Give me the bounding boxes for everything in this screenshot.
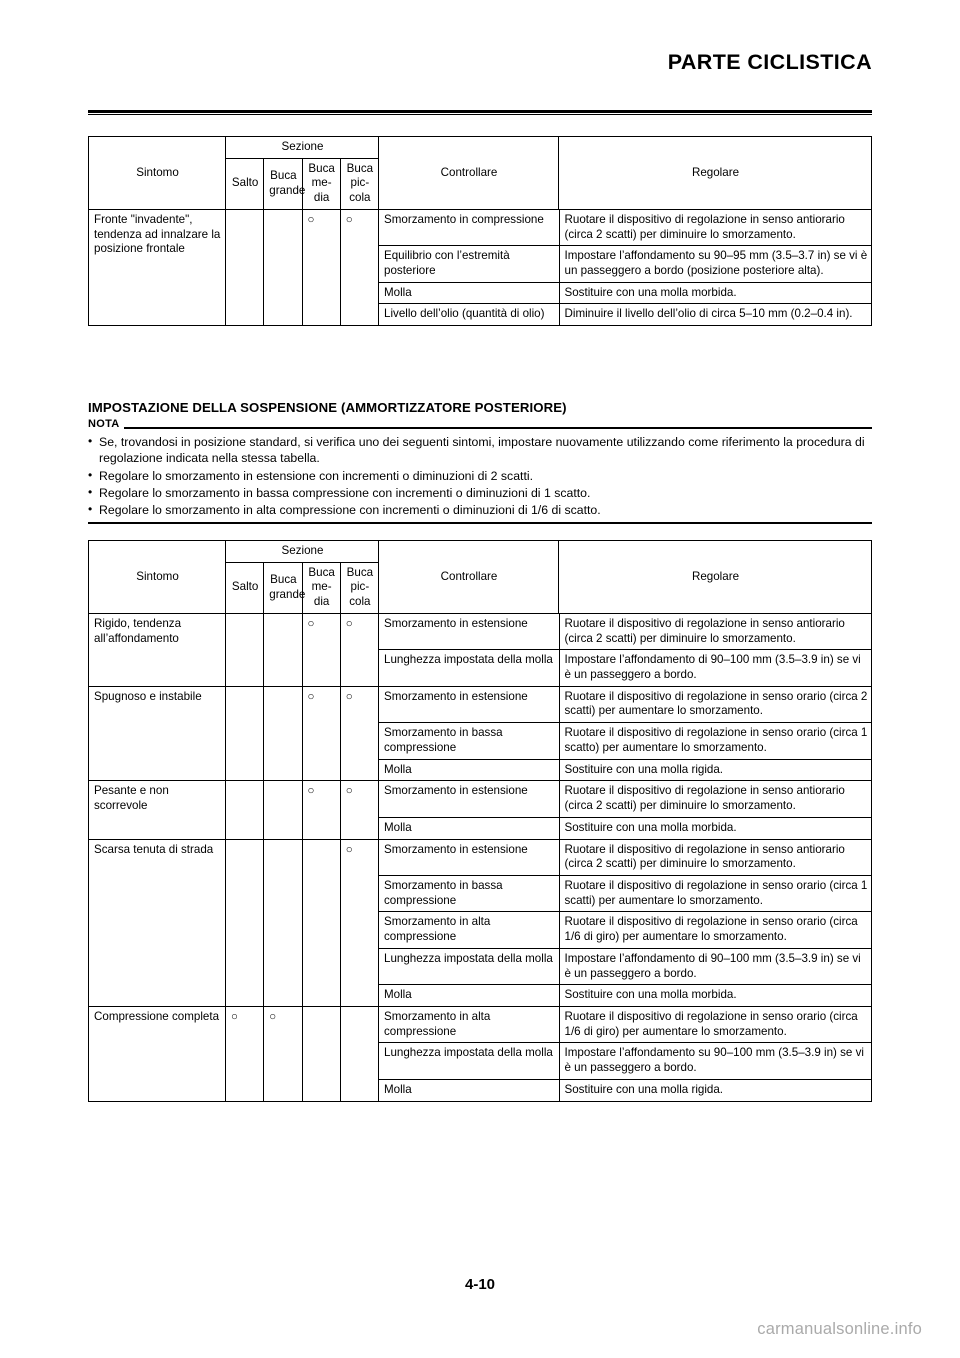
circle-mark-icon: ○ [269,1010,277,1023]
col-header-salto: Salto [226,562,264,613]
cell-controllare: Lunghezza impostata della molla [379,650,559,686]
col-header-regolare: Regolare [559,137,872,210]
cell-detail-group [379,613,872,686]
cell-mark-salto [226,839,264,1006]
cell-controllare: Smorzamento in bassa compressione [379,723,559,759]
cell-mark-buca-media [302,781,340,839]
cell-mark-buca-grande [264,209,302,325]
cell-controllare: Molla [379,817,559,838]
col-header-controllare: Controllare [379,541,559,614]
cell-sintomo: Scarsa tenuta di strada [89,839,226,1006]
cell-controllare: Lunghezza impostata della molla [379,948,559,984]
cell-mark-salto [226,1006,264,1101]
cell-detail-group [379,1006,872,1101]
cell-mark-salto [226,781,264,839]
symptom-table [88,540,872,1102]
cell-regolare: Sostituire con una molla rigida. [564,762,724,776]
circle-mark-icon: ○ [345,785,353,798]
cell-regolare: Impostare l’affondamento di 90–100 mm (3.5–3.9 in) se vi è un passeggero a bordo. [559,948,872,984]
symptom-table [88,136,872,326]
detail-row [379,759,872,780]
cell-mark-buca-media [302,613,340,686]
cell-controllare: Smorzamento in bassa compressione [379,875,559,911]
cell-mark-buca-media [302,1006,340,1101]
nota-item-text: Regolare lo smorzamento in bassa compressione con incrementi o diminuzioni di 1 scatto. [99,486,591,501]
cell-controllare: Smorzamento in compressione [379,210,559,246]
bullet-icon: • [88,434,93,448]
detail-row [379,304,872,325]
cell-regolare: Sostituire con una molla rigida. [564,1082,724,1096]
cell-regolare: Sostituire con una molla morbida. [564,820,737,834]
detail-row [379,723,872,759]
nota-list [88,434,872,520]
cell-controllare: Smorzamento in estensione [379,840,559,876]
table-row [89,781,872,839]
table-row [89,209,872,325]
detail-table [379,1007,872,1101]
cell-regolare: Ruotare il dispositivo di regolazione in senso orario (circa 1/6 di giro) per aumentare lo smorzamento. [559,1007,872,1043]
cell-detail-group [379,686,872,781]
front-suspension-table [88,136,872,326]
cell-regolare: Ruotare il dispositivo di regolazione in senso orario (circa 1 scatto) per aumentare lo smorzamento. [559,723,872,759]
nota-rule [124,427,872,429]
cell-mark-buca-grande [264,686,302,781]
col-header-sintomo: Sintomo [89,137,226,210]
cell-regolare: Sostituire con una molla morbida. [559,282,872,304]
cell-sintomo: Pesante e non scorrevole [89,781,226,839]
cell-mark-salto [226,686,264,781]
detail-row [379,817,872,838]
circle-mark-icon: ○ [231,1010,238,1023]
page-title: PARTE CICLISTICA [667,50,872,74]
table-header-row [89,137,872,159]
cell-regolare: Impostare l’affondamento su 90–100 mm (3.5–3.9 in) se vi è un passeggero a bordo. [559,1043,872,1079]
cell-controllare: Molla [379,985,559,1006]
cell-mark-buca-media [302,209,340,325]
rear-suspension-table [88,540,872,1102]
cell-sintomo: Rigido, tendenza all’affondamento [89,613,226,686]
detail-row [379,614,872,650]
detail-row [379,912,872,948]
circle-mark-icon: ○ [307,690,315,703]
detail-table [379,687,872,781]
cell-mark-buca-grande [264,1006,302,1101]
detail-row [379,282,872,304]
cell-regolare: Ruotare il dispositivo di regolazione in senso orario (circa 2 scatti) per aumentare lo smorzamento. [559,687,872,723]
cell-detail-group [379,839,872,1006]
col-header-sezione: Sezione [226,541,379,563]
nota-item [88,502,872,518]
nota-item [88,468,872,484]
col-header-buca-grande: Buca grande [264,562,302,613]
nota-item-text: Se, trovandosi in posizione standard, si verifica uno dei seguenti sintomi, impostare nuovamente utilizzando come riferimento la procedura di regolazione indicata nella stessa tabella. [99,435,865,466]
cell-regolare: Ruotare il dispositivo di regolazione in senso antiorario (circa 2 scatti) per diminuire lo smorzamento. [559,840,872,876]
cell-mark-buca-media [302,839,340,1006]
cell-controllare: Smorzamento in estensione [379,687,559,723]
detail-row [379,246,872,282]
table-row [89,839,872,1006]
cell-regolare: Impostare l’affondamento di 90–100 mm (3.5–3.9 in) se vi è un passeggero a bordo. [564,653,861,682]
cell-mark-buca-piccola [340,686,378,781]
nota-header [88,418,872,430]
cell-controllare: Smorzamento in estensione [379,614,559,650]
nota-item-text: Regolare lo smorzamento in estensione con incrementi o diminuzioni di 2 scatti. [99,468,534,483]
cell-controllare: Molla [379,759,559,780]
cell-controllare: Equilibrio con l’estremità posteriore [379,246,559,282]
nota-item [88,485,872,501]
circle-mark-icon: ○ [307,213,315,226]
detail-row [379,1043,872,1079]
cell-sintomo: Compressione completa [89,1006,226,1101]
detail-row [379,1007,872,1043]
cell-controllare: Smorzamento in alta compressione [379,912,559,948]
section-heading: IMPOSTAZIONE DELLA SOSPENSIONE (AMMORTIZZATORE POSTERIORE) [88,400,567,415]
cell-regolare: Ruotare il dispositivo di regolazione in senso orario (circa 1 scatti) per aumentare lo smorzamento. [559,875,872,911]
detail-table [379,614,872,686]
cell-controllare: Molla [379,1079,559,1100]
col-header-sezione: Sezione [226,137,379,159]
cell-controllare: Livello dell’olio (quantità di olio) [379,304,559,325]
col-header-buca-media: Buca me-dia [302,158,340,209]
cell-controllare: Molla [379,282,559,304]
detail-row [379,948,872,984]
cell-sintomo: Spugnoso e instabile [89,686,226,781]
detail-row [379,687,872,723]
col-header-controllare: Controllare [379,137,559,210]
page-number: 4-10 [464,1276,496,1293]
cell-mark-salto [226,613,264,686]
col-header-buca-media: Buca me-dia [302,562,340,613]
detail-row [379,1079,872,1100]
cell-mark-buca-piccola [340,613,378,686]
cell-mark-salto [226,209,264,325]
cell-mark-buca-grande [264,781,302,839]
bullet-icon: • [88,485,93,500]
circle-mark-icon: ○ [345,213,353,226]
cell-regolare: Ruotare il dispositivo di regolazione in senso antiorario (circa 2 scatti) per diminuire lo smorzamento. [559,210,872,246]
cell-mark-buca-grande [264,839,302,1006]
cell-controllare: Smorzamento in estensione [379,781,559,817]
cell-regolare: Ruotare il dispositivo di regolazione in senso orario (circa 1/6 di giro) per aumentare lo smorzamento. [559,912,872,948]
cell-mark-buca-piccola [340,781,378,839]
cell-detail-group [379,209,872,325]
site-watermark: carmanualsonline.info [757,1320,922,1338]
table-row [89,686,872,781]
detail-table [379,210,872,325]
cell-mark-buca-piccola [340,209,378,325]
cell-controllare: Lunghezza impostata della molla [379,1043,559,1079]
cell-mark-buca-media [302,686,340,781]
cell-sintomo: Fronte "invadente", tendenza ad innalzare la posizione frontale [89,209,226,325]
detail-table [379,840,872,1006]
circle-mark-icon: ○ [345,690,353,703]
table-row [89,613,872,686]
detail-row [379,875,872,911]
detail-table [379,781,872,838]
circle-mark-icon: ○ [307,617,315,630]
col-header-buca-piccola: Buca pic-cola [340,158,378,209]
header-divider [88,110,872,115]
cell-controllare: Smorzamento in alta compressione [379,1007,559,1043]
col-header-buca-piccola: Buca pic-cola [340,562,378,613]
nota-item-text: Regolare lo smorzamento in alta compressione con incrementi o diminuzioni di 1/6 di scatto. [99,503,601,518]
col-header-sintomo: Sintomo [89,541,226,614]
table-row [89,1006,872,1101]
circle-mark-icon: ○ [345,843,353,856]
cell-regolare: Diminuire il livello dell’olio di circa 5–10 mm (0.2–0.4 in). [564,307,853,321]
detail-row [379,210,872,246]
col-header-buca-grande: Buca grande [264,158,302,209]
cell-mark-buca-piccola [340,1006,378,1101]
cell-mark-buca-grande [264,613,302,686]
nota-item [88,434,872,467]
bullet-icon: • [88,502,93,517]
detail-row [379,985,872,1006]
detail-row [379,840,872,876]
nota-bottom-divider [88,522,872,524]
circle-mark-icon: ○ [345,617,353,630]
cell-regolare: Sostituire con una molla morbida. [564,988,737,1002]
table-header-row [89,541,872,563]
cell-detail-group [379,781,872,839]
cell-regolare: Ruotare il dispositivo di regolazione in senso antiorario (circa 2 scatti) per diminuire lo smorzamento. [559,614,872,650]
detail-row [379,650,872,686]
cell-regolare: Impostare l’affondamento su 90–95 mm (3.5–3.7 in) se vi è un passeggero a bordo (posizione posteriore alta). [559,246,872,282]
detail-row [379,781,872,817]
bullet-icon: • [88,467,93,482]
nota-label: NOTA [88,418,120,430]
col-header-regolare: Regolare [559,541,872,614]
col-header-salto: Salto [226,158,264,209]
circle-mark-icon: ○ [307,785,315,798]
cell-mark-buca-piccola [340,839,378,1006]
cell-regolare: Ruotare il dispositivo di regolazione in senso antiorario (circa 2 scatti) per diminuire lo smorzamento. [559,781,872,817]
